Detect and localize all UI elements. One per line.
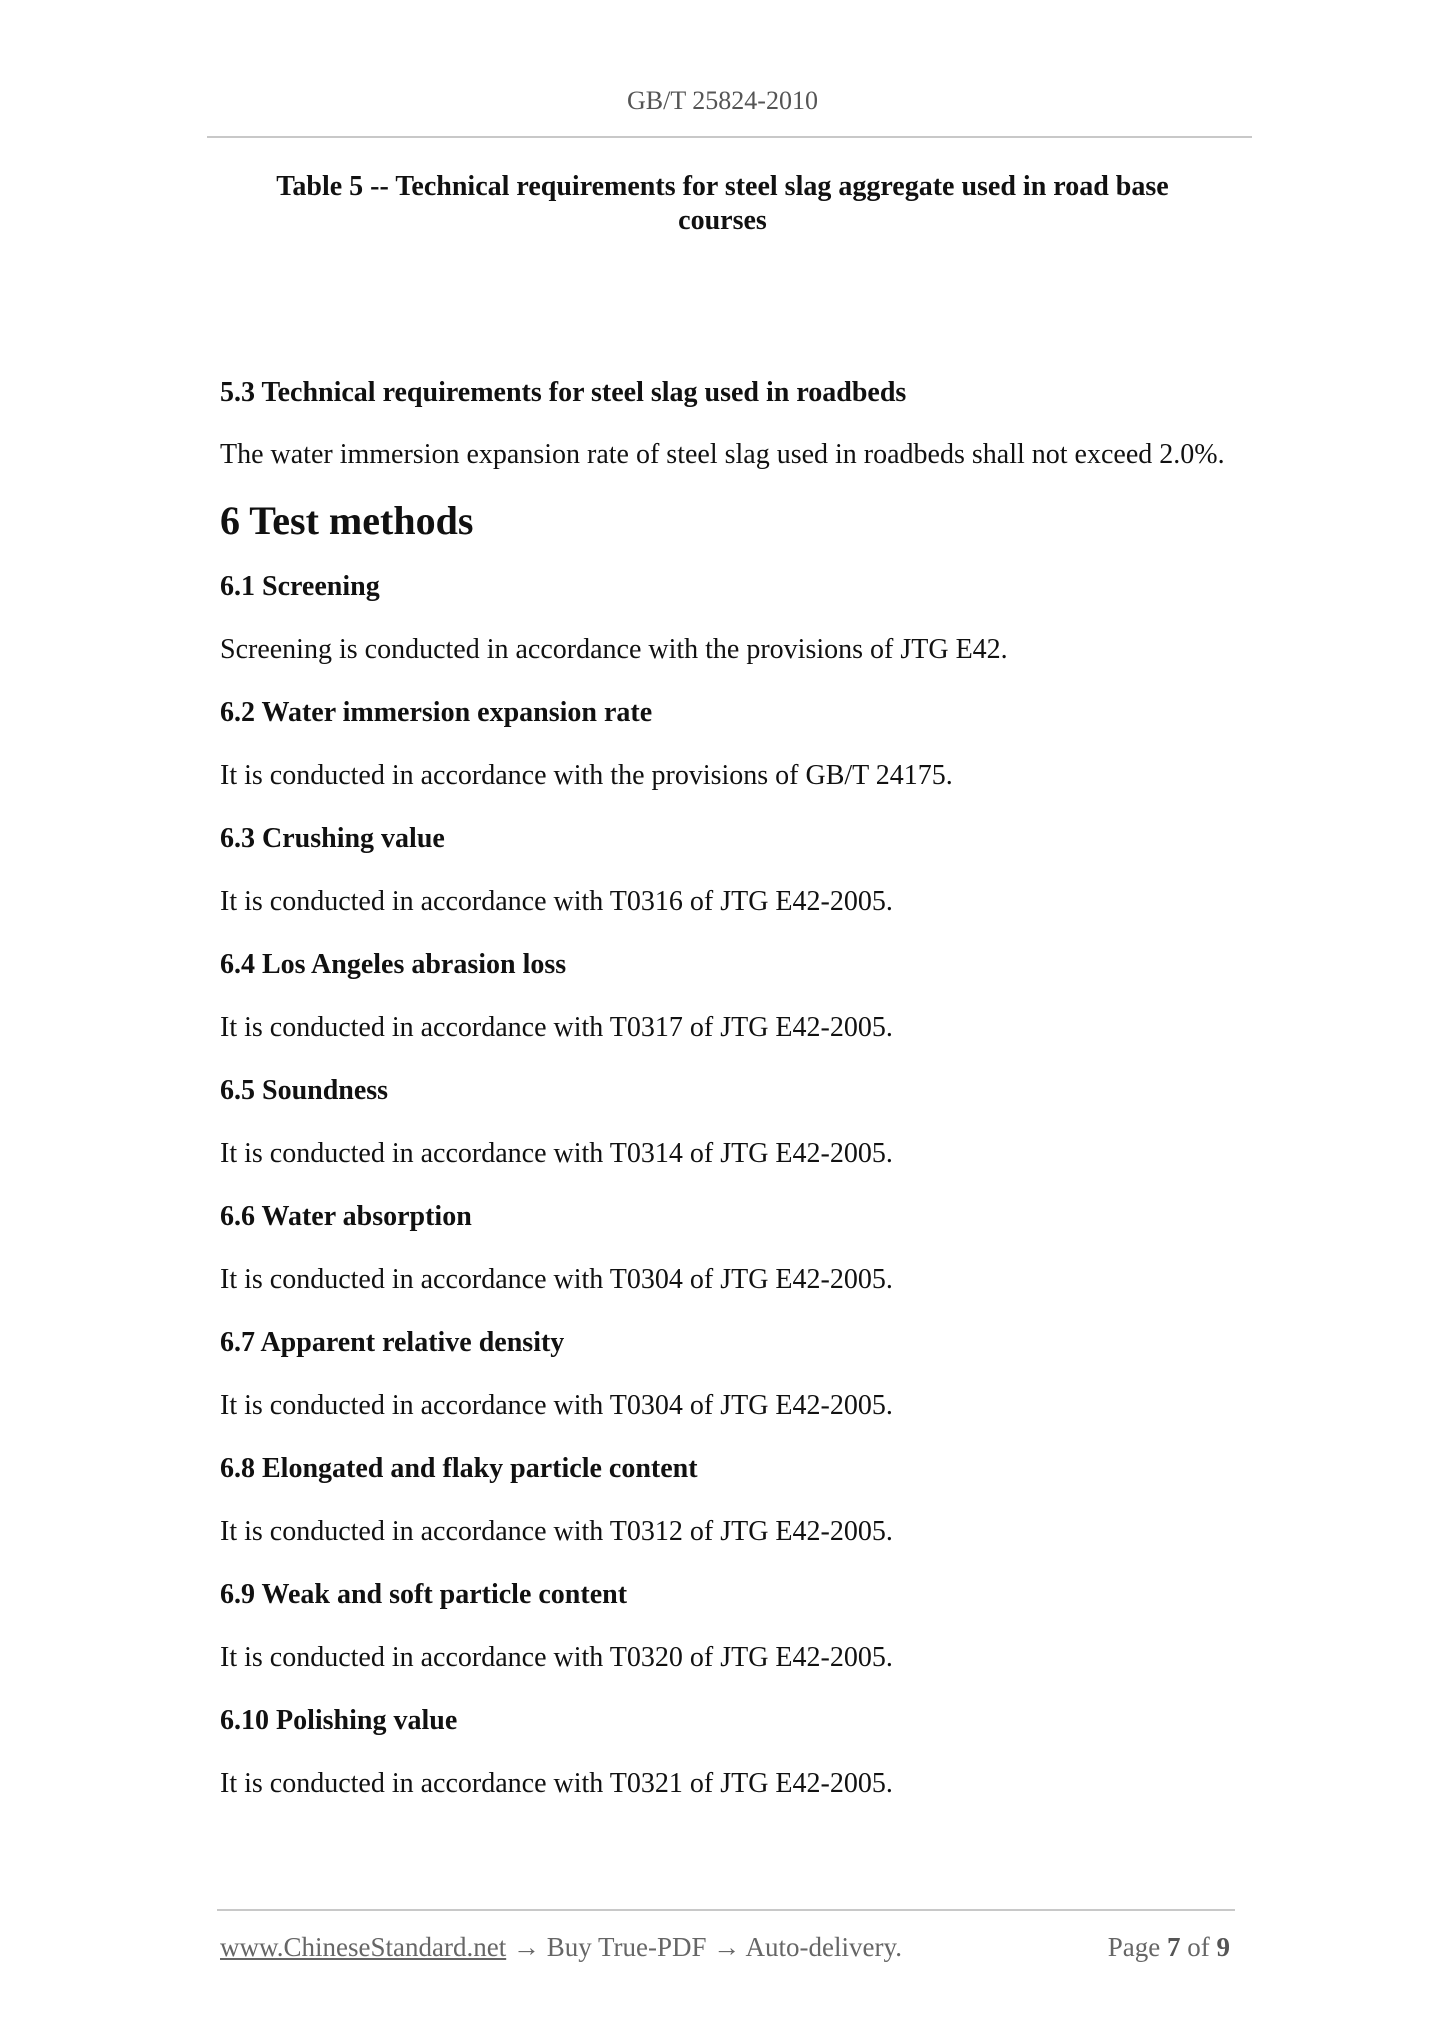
section-heading: 6.3 Crushing value xyxy=(220,823,445,854)
table-caption: Table 5 -- Technical requirements for steel slag aggregate used in road base courses xyxy=(276,171,1169,236)
section-text: It is conducted in accordance with the provisions of GB/T 24175. xyxy=(220,760,953,791)
section-heading: 6.5 Soundness xyxy=(220,1075,389,1106)
section-6-9 xyxy=(220,1578,1240,1675)
section-text: It is conducted in accordance with T0304 of JTG E42-2005. xyxy=(220,1390,893,1421)
section-heading: 6.9 Weak and soft particle content xyxy=(220,1579,628,1610)
section-6-8 xyxy=(220,1452,1240,1549)
of-label: of xyxy=(1187,1932,1210,1962)
section-5-3-text: The water immersion expansion rate of steel slag used in roadbeds shall not exceed 2.0%. xyxy=(220,439,1225,470)
delivery-text: Auto-delivery. xyxy=(745,1932,902,1962)
running-header: GB/T 25824-2010 xyxy=(627,86,818,115)
section-text: It is conducted in accordance with T0314 of JTG E42-2005. xyxy=(220,1138,893,1169)
section-text: It is conducted in accordance with T0316 of JTG E42-2005. xyxy=(220,886,893,917)
section-heading: 6.4 Los Angeles abrasion loss xyxy=(220,949,567,980)
section-6-5 xyxy=(220,1074,1240,1171)
page-number xyxy=(1108,1932,1230,1963)
section-heading: 6.2 Water immersion expansion rate xyxy=(220,697,653,728)
test-methods-title: 6 Test methods xyxy=(220,498,474,543)
section-text: It is conducted in accordance with T0320 of JTG E42-2005. xyxy=(220,1642,893,1673)
buy-text: Buy True-PDF xyxy=(546,1932,707,1962)
page-label: Page xyxy=(1107,1932,1161,1962)
section-text: Screening is conducted in accordance with the provisions of JTG E42. xyxy=(220,634,1008,665)
section-heading: 6.10 Polishing value xyxy=(220,1705,458,1736)
section-heading: 6.7 Apparent relative density xyxy=(220,1327,565,1358)
section-6-7 xyxy=(220,1326,1240,1423)
section-text: It is conducted in accordance with T0317 of JTG E42-2005. xyxy=(220,1012,893,1043)
section-6-10 xyxy=(220,1704,1240,1801)
header-divider xyxy=(207,136,1252,138)
section-heading: 6.6 Water absorption xyxy=(220,1201,472,1232)
section-heading: 6.1 Screening xyxy=(220,571,380,602)
section-text: It is conducted in accordance with T0304 of JTG E42-2005. xyxy=(220,1264,893,1295)
section-6-1 xyxy=(220,570,1240,667)
section-6-4 xyxy=(220,948,1240,1045)
footer-divider xyxy=(217,1909,1235,1911)
section-5-3-heading: 5.3 Technical requirements for steel slag used in roadbeds xyxy=(220,377,907,408)
current-page: 7 xyxy=(1167,1932,1181,1962)
footer-promo xyxy=(220,1932,902,1963)
section-text: It is conducted in accordance with T0321 of JTG E42-2005. xyxy=(220,1768,893,1799)
section-6-3 xyxy=(220,822,1240,919)
section-text: It is conducted in accordance with T0312 of JTG E42-2005. xyxy=(220,1516,893,1547)
main-content xyxy=(220,376,1240,1830)
section-heading: 6.8 Elongated and flaky particle content xyxy=(220,1453,698,1484)
website-link[interactable]: www.ChineseStandard.net xyxy=(220,1932,507,1962)
arrow-right-icon: → xyxy=(512,1932,540,1962)
section-6-2 xyxy=(220,696,1240,793)
section-6-6 xyxy=(220,1200,1240,1297)
arrow-right-icon: → xyxy=(713,1932,741,1962)
total-pages: 9 xyxy=(1216,1932,1230,1962)
